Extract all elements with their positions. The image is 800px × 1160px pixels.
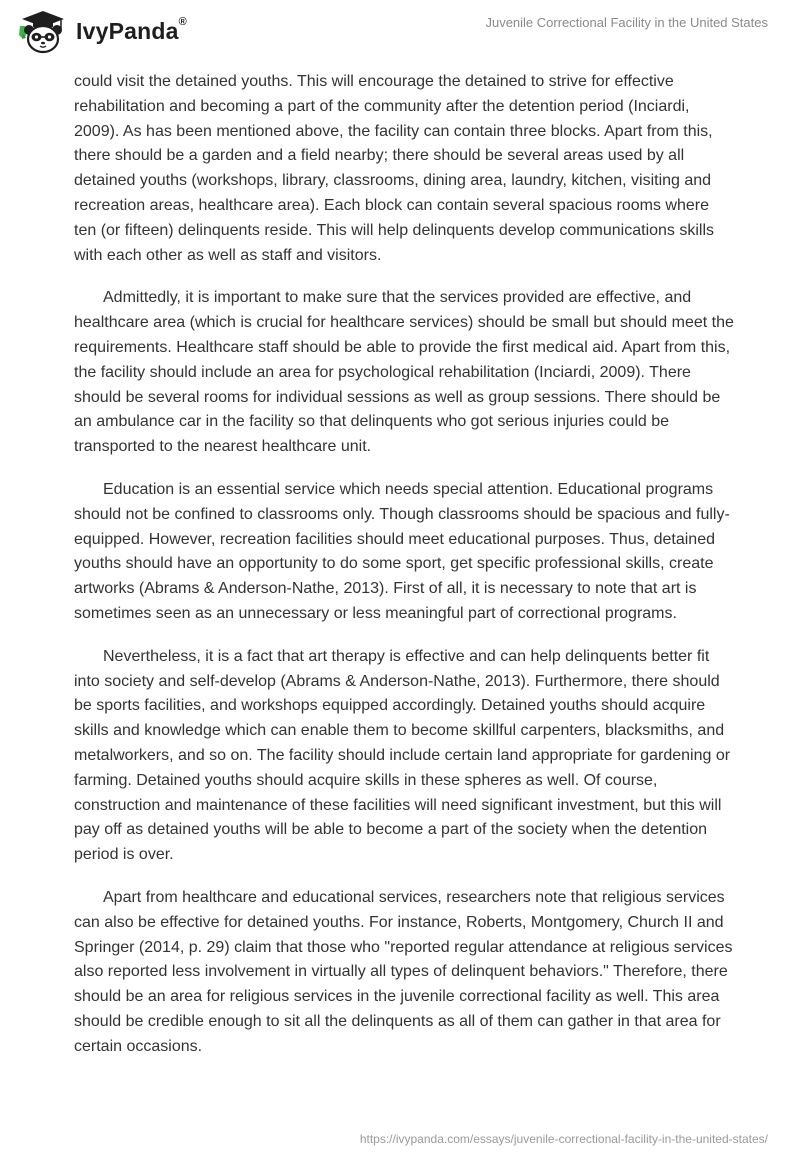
brand-name: IvyPanda®	[76, 15, 187, 44]
paragraph-4: Nevertheless, it is a fact that art therapy is effective and can help delinquents better fit into society and self-develop (Abrams & Anderson-Nathe, 2013). Furthermore, there should be sports facilities, and workshops equipped accordingly. Detained youths should acquire skills and knowledge which can enable them to become skillful carpenters, blacksmiths, and metalworkers, and so on. The facility should include certain land appropriate for gardening or farming. Detained youths should acquire skills in these spheres as well. Of course, construction and maintenance of these facilities will need significant investment, but this will pay off as detained youths will be able to become a part of the society when the detention period is over.	[74, 647, 731, 864]
source-url[interactable]: https://ivypanda.com/essays/juvenile-correctional-facility-in-the-united-states/	[359, 1132, 768, 1146]
paragraph-1: could visit the detained youths. This will encourage the detained to strive for effective rehabilitation and becoming a part of the community after the detention period (Inciardi, 2009). As has been mentioned above, the facility can contain three blocks. Apart from this, there should be a garden and a field nearby; there should be several areas used by all detained youths (workshops, library, classrooms, dining area, laundry, kitchen, visiting and recreation areas, healthcare area). Each block can contain several spacious rooms where ten (or fifteen) delinquents reside. This will help delinquents develop communications skills with each other as well as staff and visitors.	[74, 73, 715, 264]
panda-graduate-icon	[14, 8, 72, 54]
paragraph-5: Apart from healthcare and educational services, researchers note that religious services can also be effective for detained youths. For instance, Roberts, Montgomery, Church II and Springer (2014, p. 29) claim that those who "reported regular attendance at religious services also reported less involvement in virtually all types of delinquent behaviors." Therefore, there should be an area for religious services in the juvenile correctional facility as well. This area should be credible enough to sit all the delinquents as all of them can gather in that area for certain occasions.	[74, 888, 733, 1055]
paragraph-3: Education is an essential service which needs special attention. Educational programs should not be confined to classrooms only. Though classrooms should be spacious and fully-equipped. However, recreation facilities should meet educational purposes. Thus, detained youths should have an opportunity to do some sport, get specific professional skills, create artworks (Abrams & Anderson-Nathe, 2013). First of all, it is necessary to note that art is sometimes seen as an unnecessary or less meaningful part of correctional programs.	[74, 480, 730, 622]
brand-logo[interactable]	[14, 8, 187, 54]
paragraph-2: Admittedly, it is important to make sure that the services provided are effective, and healthcare area (which is crucial for healthcare services) should be small but should meet the requirements. Healthcare staff should be able to provide the first medical aid. Apart from this, the facility should include an area for psychological rehabilitation (Inciardi, 2009). There should be several rooms for individual sessions as well as group sessions. There should be an ambulance car in the facility so that delinquents who got serious injuries could be transported to the nearest healthcare unit.	[74, 289, 734, 456]
document-title: Juvenile Correctional Facility in the United States	[485, 15, 768, 30]
essay-body	[74, 70, 734, 1077]
registered-mark: ®	[178, 15, 187, 28]
page-header	[0, 0, 800, 60]
